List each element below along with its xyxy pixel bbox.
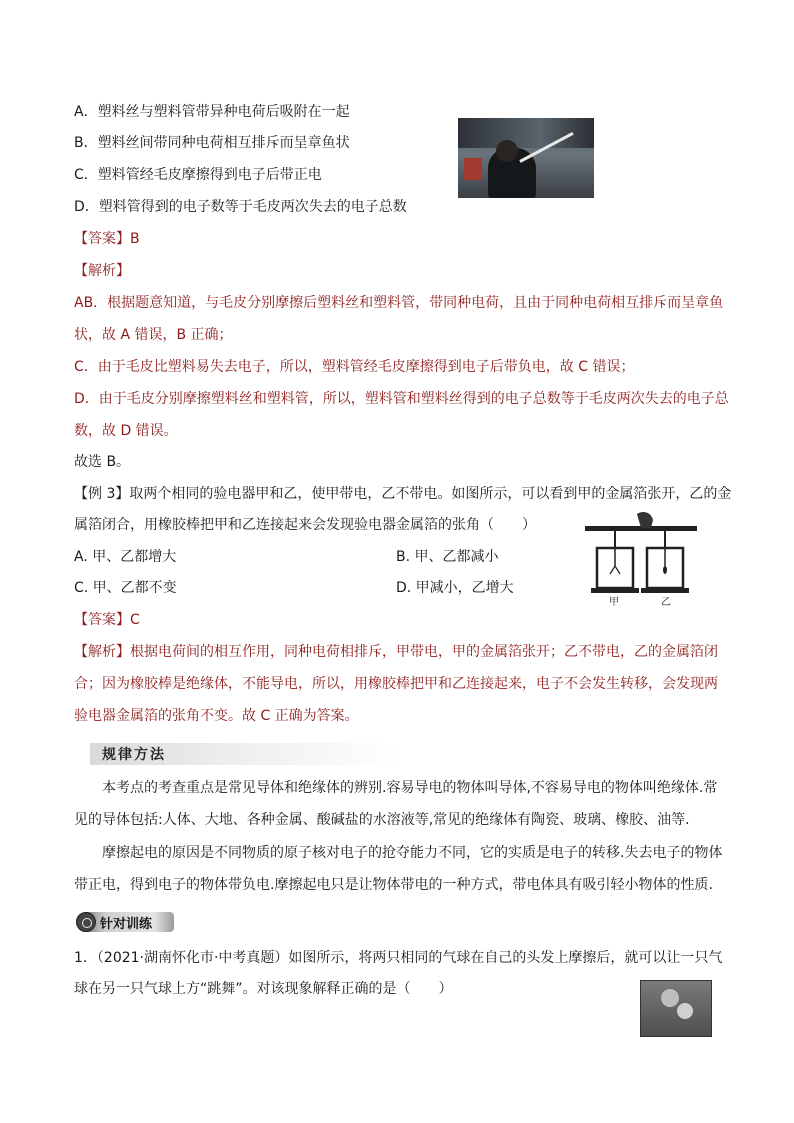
q2-option-b: B．塑料丝间带同种电荷相互排斥而呈章鱼状 xyxy=(74,135,350,151)
q2-conclusion: 故选 B。 xyxy=(74,454,131,470)
ex3-option-b: B. 甲、乙都减小 xyxy=(396,549,499,565)
ex3-option-c: C. 甲、乙都不变 xyxy=(74,580,177,596)
ex3-question-line2: 属箔闭合，用橡胶棒把甲和乙连接起来会发现验电器金属箔的张角（ ） xyxy=(74,517,536,533)
ex3-answer: 【答案】C xyxy=(74,612,140,628)
ex3-analysis-line2: 合；因为橡胶棒是绝缘体，不能导电，所以，用橡胶棒把甲和乙连接起来，电子不会发生转移，会发现两 xyxy=(74,676,718,692)
q2-analysis-heading: 【解析】 xyxy=(74,263,130,279)
q2-answer: 【答案】B xyxy=(74,231,140,247)
method-p2-line2: 带正电，得到电子的物体带负电.摩擦起电只是让物体带电的一种方式，带电体具有吸引轻小物体的性质. xyxy=(74,877,713,893)
training-banner xyxy=(76,912,174,932)
method-p1-line2: 见的导体包括:人体、大地、各种金属、酸碱盐的水溶液等,常见的绝缘体有陶瓷、玻璃、橡胶、油等. xyxy=(74,812,690,828)
label-jia: 甲 xyxy=(609,597,619,608)
method-p1-line1: 本考点的考查重点是常见导体和绝缘体的辨别.容易导电的物体叫导体,不容易导电的物体叫绝缘体.常 xyxy=(102,780,718,796)
q2-analysis-c: C．由于毛皮比塑料易失去电子，所以，塑料管经毛皮摩擦得到电子后带负电，故 C 错误； xyxy=(74,359,635,375)
q2-analysis-d-line2: 数，故 D 错误。 xyxy=(74,423,178,439)
ex3-option-a: A. 甲、乙都增大 xyxy=(74,549,177,565)
q2-option-d: D．塑料管得到的电子数等于毛皮两次失去的电子总数 xyxy=(74,199,407,215)
label-yi: 乙 xyxy=(661,597,671,608)
training-q1-line1: 1．（2021·湖南怀化市·中考真题）如图所示，将两只相同的气球在自己的头发上摩擦后，就可以让一只气 xyxy=(74,950,723,966)
q2-analysis-ab-line2: 状，故 A 错误，B 正确； xyxy=(74,327,233,343)
balloons-photo xyxy=(640,980,712,1037)
q2-option-a: A．塑料丝与塑料管带异种电荷后吸附在一起 xyxy=(74,104,350,120)
ex3-analysis-line3: 验电器金属箔的张角不变。故 C 正确为答案。 xyxy=(74,708,359,724)
method-banner-label: 规律方法 xyxy=(102,747,166,763)
method-banner xyxy=(90,743,400,765)
q2-analysis-ab-line1: AB．根据题意知道，与毛皮分别摩擦后塑料丝和塑料管，带同种电荷，且由于同种电荷相互排斥而呈章鱼 xyxy=(74,295,724,311)
ex3-option-d: D. 甲减小，乙增大 xyxy=(396,580,514,596)
electroscope-diagram xyxy=(583,508,701,608)
method-p2-line1: 摩擦起电的原因是不同物质的原子核对电子的抢夺能力不同，它的实质是电子的转移.失去电子的物体 xyxy=(102,845,723,861)
q2-analysis-d-line1: D．由于毛皮分别摩擦塑料丝和塑料管，所以，塑料管和塑料丝得到的电子总数等于毛皮两次失去的电子总 xyxy=(74,391,729,407)
target-icon xyxy=(76,912,96,932)
training-q1-line2: 球在另一只气球上方“跳舞”。对该现象解释正确的是（ ） xyxy=(74,981,453,997)
ex3-analysis-line1: 【解析】根据电荷间的相互作用，同种电荷相排斥，甲带电，甲的金属箔张开；乙不带电，乙的金属箔闭 xyxy=(74,644,718,660)
ex3-question-line1: 【例 3】取两个相同的验电器甲和乙，使甲带电，乙不带电。如图所示，可以看到甲的金属箔张开，乙的金 xyxy=(74,486,732,502)
plastic-octopus-photo xyxy=(458,118,594,198)
q2-option-c: C．塑料管经毛皮摩擦得到电子后带正电 xyxy=(74,167,322,183)
training-banner-label: 针对训练 xyxy=(100,917,153,932)
hand-icon xyxy=(637,512,653,528)
